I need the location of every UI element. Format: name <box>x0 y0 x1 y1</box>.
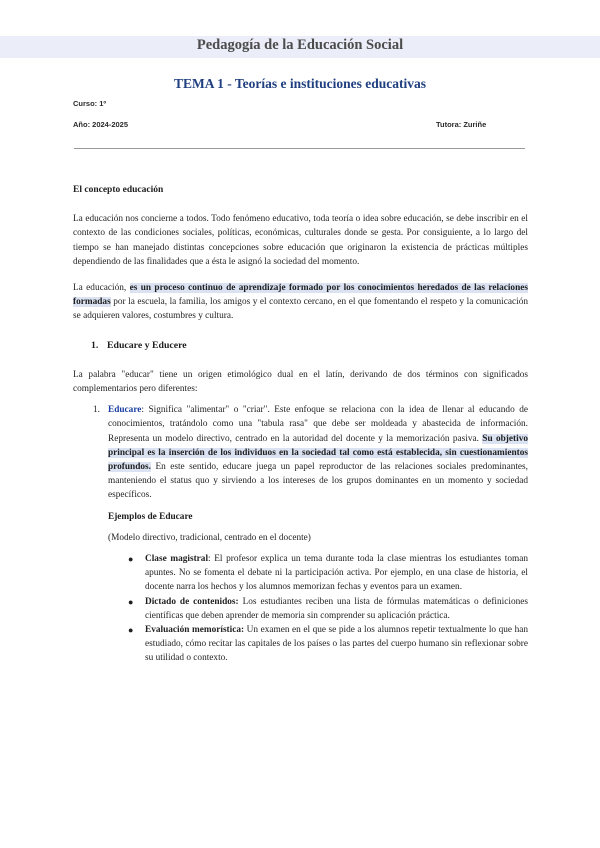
divider <box>74 148 525 149</box>
numbered-list <box>73 403 528 502</box>
paragraph-concepto-2 <box>73 281 528 324</box>
course-header-title: Pedagogía de la Educación Social <box>196 37 404 53</box>
subheading-ejemplos: Ejemplos de Educare <box>108 511 193 522</box>
bullet-desc: : El profesor explica un tema durante toda la clase mientras los estudiantes toman apuntes. No se fomenta el debate ni la participación activa. Por ejemplo, en una clase de historia, el docente narra los hechos y los alumnos memorizan fechas y eventos para un examen. <box>145 554 528 593</box>
list-item-educare <box>73 403 528 502</box>
bullet-term: Evaluación memorística: <box>145 625 245 636</box>
section-heading-educare-educere <box>73 339 528 353</box>
section-title: Educare y Educere <box>107 339 187 351</box>
bullet-text <box>145 623 528 666</box>
bullet-dot-icon: ● <box>128 625 134 636</box>
section-heading-concepto: El concepto educación <box>73 185 164 195</box>
list-marker: 1. <box>93 405 100 416</box>
term-educare: Educare <box>108 405 142 416</box>
document-title: TEMA 1 - Teorías e instituciones educativas <box>173 76 426 91</box>
bullet-term: Clase magistral <box>145 554 209 565</box>
item-text-b: En este sentido, educare juega un papel reproductor de las relaciones sociales predominantes, manteniendo el status quo y sirviendo a los intereses de los grupos dominantes en un momento y sociedad específicos. <box>108 462 528 501</box>
tutor-label: Tutora: Zuriñe <box>436 120 487 129</box>
section-number: 1. <box>91 339 99 351</box>
bullet-text <box>145 552 528 595</box>
item-text-a: : Significa "alimentar" o "criar". Este enfoque se relaciona con la idea de llenar al educando de conocimientos, tratándolo como una "tabula rasa" que debe ser moldeada y abastecida de información. Representa un modelo directivo, centrado en la autoridad del docente y la memorización pasiva. <box>108 405 528 444</box>
bullet-desc: Un examen en el que se pide a los alumnos repetir textualmente lo que han estudiado, cómo recitar las capitales de los países o las partes del cuerpo humano sin reflexionar sobre su utilidad o contexto. <box>145 625 528 664</box>
bullet-text <box>145 595 528 623</box>
bullet-dot-icon: ● <box>128 554 134 565</box>
list-item-text <box>108 403 528 502</box>
year-label: Año: 2024-2025 <box>73 120 129 129</box>
bullet-list <box>73 552 528 666</box>
bullet-term: Dictado de contenidos: <box>145 596 239 607</box>
paragraph-intro: La palabra "educar" tiene un origen etimológico dual en el latín, derivando de dos términos con significados complementarios pero diferentes: <box>73 369 528 395</box>
paragraph-text: por la escuela, la familia, los amigos y el contexto cercano, en el que fomentando el respeto y la comunicación se adquieren valores, costumbres y cultura. <box>73 297 528 322</box>
highlighted-objective: Su objetivo principal es la inserción de los individuos en la sociedad tal como está establecida, sin cuestionamientos profundos. <box>108 433 529 473</box>
bullet-item <box>73 552 528 595</box>
bullet-desc: Los estudiantes reciben una lista de fórmulas matemáticas o definiciones científicas que deben aprender de memoria sin comprender su aplicación práctica. <box>145 596 529 621</box>
bullet-item <box>73 623 528 666</box>
ejemplos-subtitle: (Modelo directivo, tradicional, centrado en el docente) <box>108 532 311 543</box>
document-body <box>73 183 528 666</box>
bullet-item <box>73 595 528 623</box>
paragraph-text: La educación, <box>73 283 130 294</box>
paragraph-concepto-1: La educación nos concierne a todos. Todo fenómeno educativo, toda teoría o idea sobre educación, se debe inscribir en el contexto de las condiciones sociales, políticas, económicas, culturales donde se gesta. Por consiguiente, a lo largo del tiempo se han manejado distintas concepciones sobre educación que originaron la existencia de prácticas múltiples dependiendo de las finalidades que a ésta le asignó la sociedad del momento. <box>73 214 528 267</box>
highlighted-definition: es un proceso continuo de aprendizaje formado por los conocimientos heredados de las relaciones formadas <box>73 283 528 308</box>
course-label: Curso: 1º <box>73 99 107 108</box>
bullet-dot-icon: ● <box>128 596 134 607</box>
